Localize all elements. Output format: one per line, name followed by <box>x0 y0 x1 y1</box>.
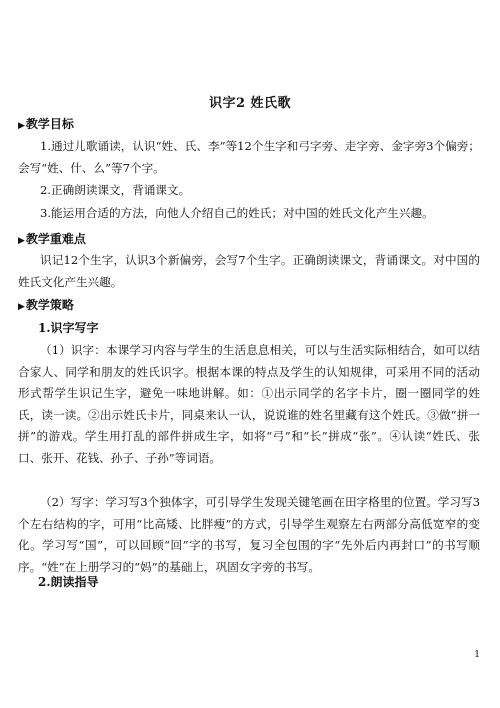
section-heading-goals <box>18 116 74 134</box>
goals-item-1: 1.通过儿歌诵读，认识“姓、氏、李”等12个生字和弓字旁、走字旁、金字旁3个偏旁；会写“姓、什、么”等7个字。 <box>18 139 480 175</box>
triangle-bullet-icon: ▶ <box>18 236 25 246</box>
sub-heading-literacy: 1.识字写字 <box>38 321 99 335</box>
goals-item-3: 3.能运用合适的方法，向他人介绍自己的姓氏；对中国的姓氏文化产生兴趣。 <box>40 206 434 220</box>
section-heading-key-points <box>18 231 86 249</box>
key-points-heading-text: 教学重难点 <box>25 232 86 246</box>
triangle-bullet-icon: ▶ <box>18 121 25 131</box>
literacy-para-1: （1）识字：本课学习内容与学生的生活息息相关，可以与生活实际相结合，如可以结合家人、同学和朋友的姓氏识字。根据本课的特点及学生的认知规律，可采用不同的活动形式帮学生识记生字，避免一味地讲解。如：①出示同学的名字卡片，圈一圈同学的姓氏，读一读。②出示姓氏卡片，同桌来认一认，说说谁的姓名里藏有这个姓氏。③做“拼一拼”的游戏。学生用打乱的部件拼成生字，如将“弓”和“长”拼成“张”。④认读“姓氏、张口、张开、花钱、孙子、子孙”等词语。 <box>18 343 480 465</box>
section-heading-strategies <box>18 297 74 315</box>
sub-heading-reading: 2.朗读指导 <box>38 575 99 589</box>
strategies-heading-text: 教学策略 <box>25 298 74 312</box>
goals-heading-text: 教学目标 <box>25 117 74 131</box>
key-points-text: 识记12个生字，认识3个新偏旁，会写7个生字。正确朗读课文，背诵课文。对中国的姓氏文化产生兴趣。 <box>18 253 480 289</box>
triangle-bullet-icon: ▶ <box>18 302 25 312</box>
literacy-para-2: （2）写字：学习写3个独体字，可引导学生发现关键笔画在田字格里的位置。学习写3个左右结构的字，可用“比高矮、比胖瘦”的方式，引导学生观察左右两部分高低宽窄的变化。学习写“国”，可以回顾“回”字的书写，复习全包围的字“先外后内再封口”的书写顺序。“姓”在上册学习的“妈”的基础上，巩固女字旁的书写。 <box>18 495 480 574</box>
goals-item-2: 2.正确朗读课文，背诵课文。 <box>40 183 191 197</box>
page-title: 识字2 姓氏歌 <box>208 96 292 111</box>
page-number: 1 <box>474 650 480 660</box>
